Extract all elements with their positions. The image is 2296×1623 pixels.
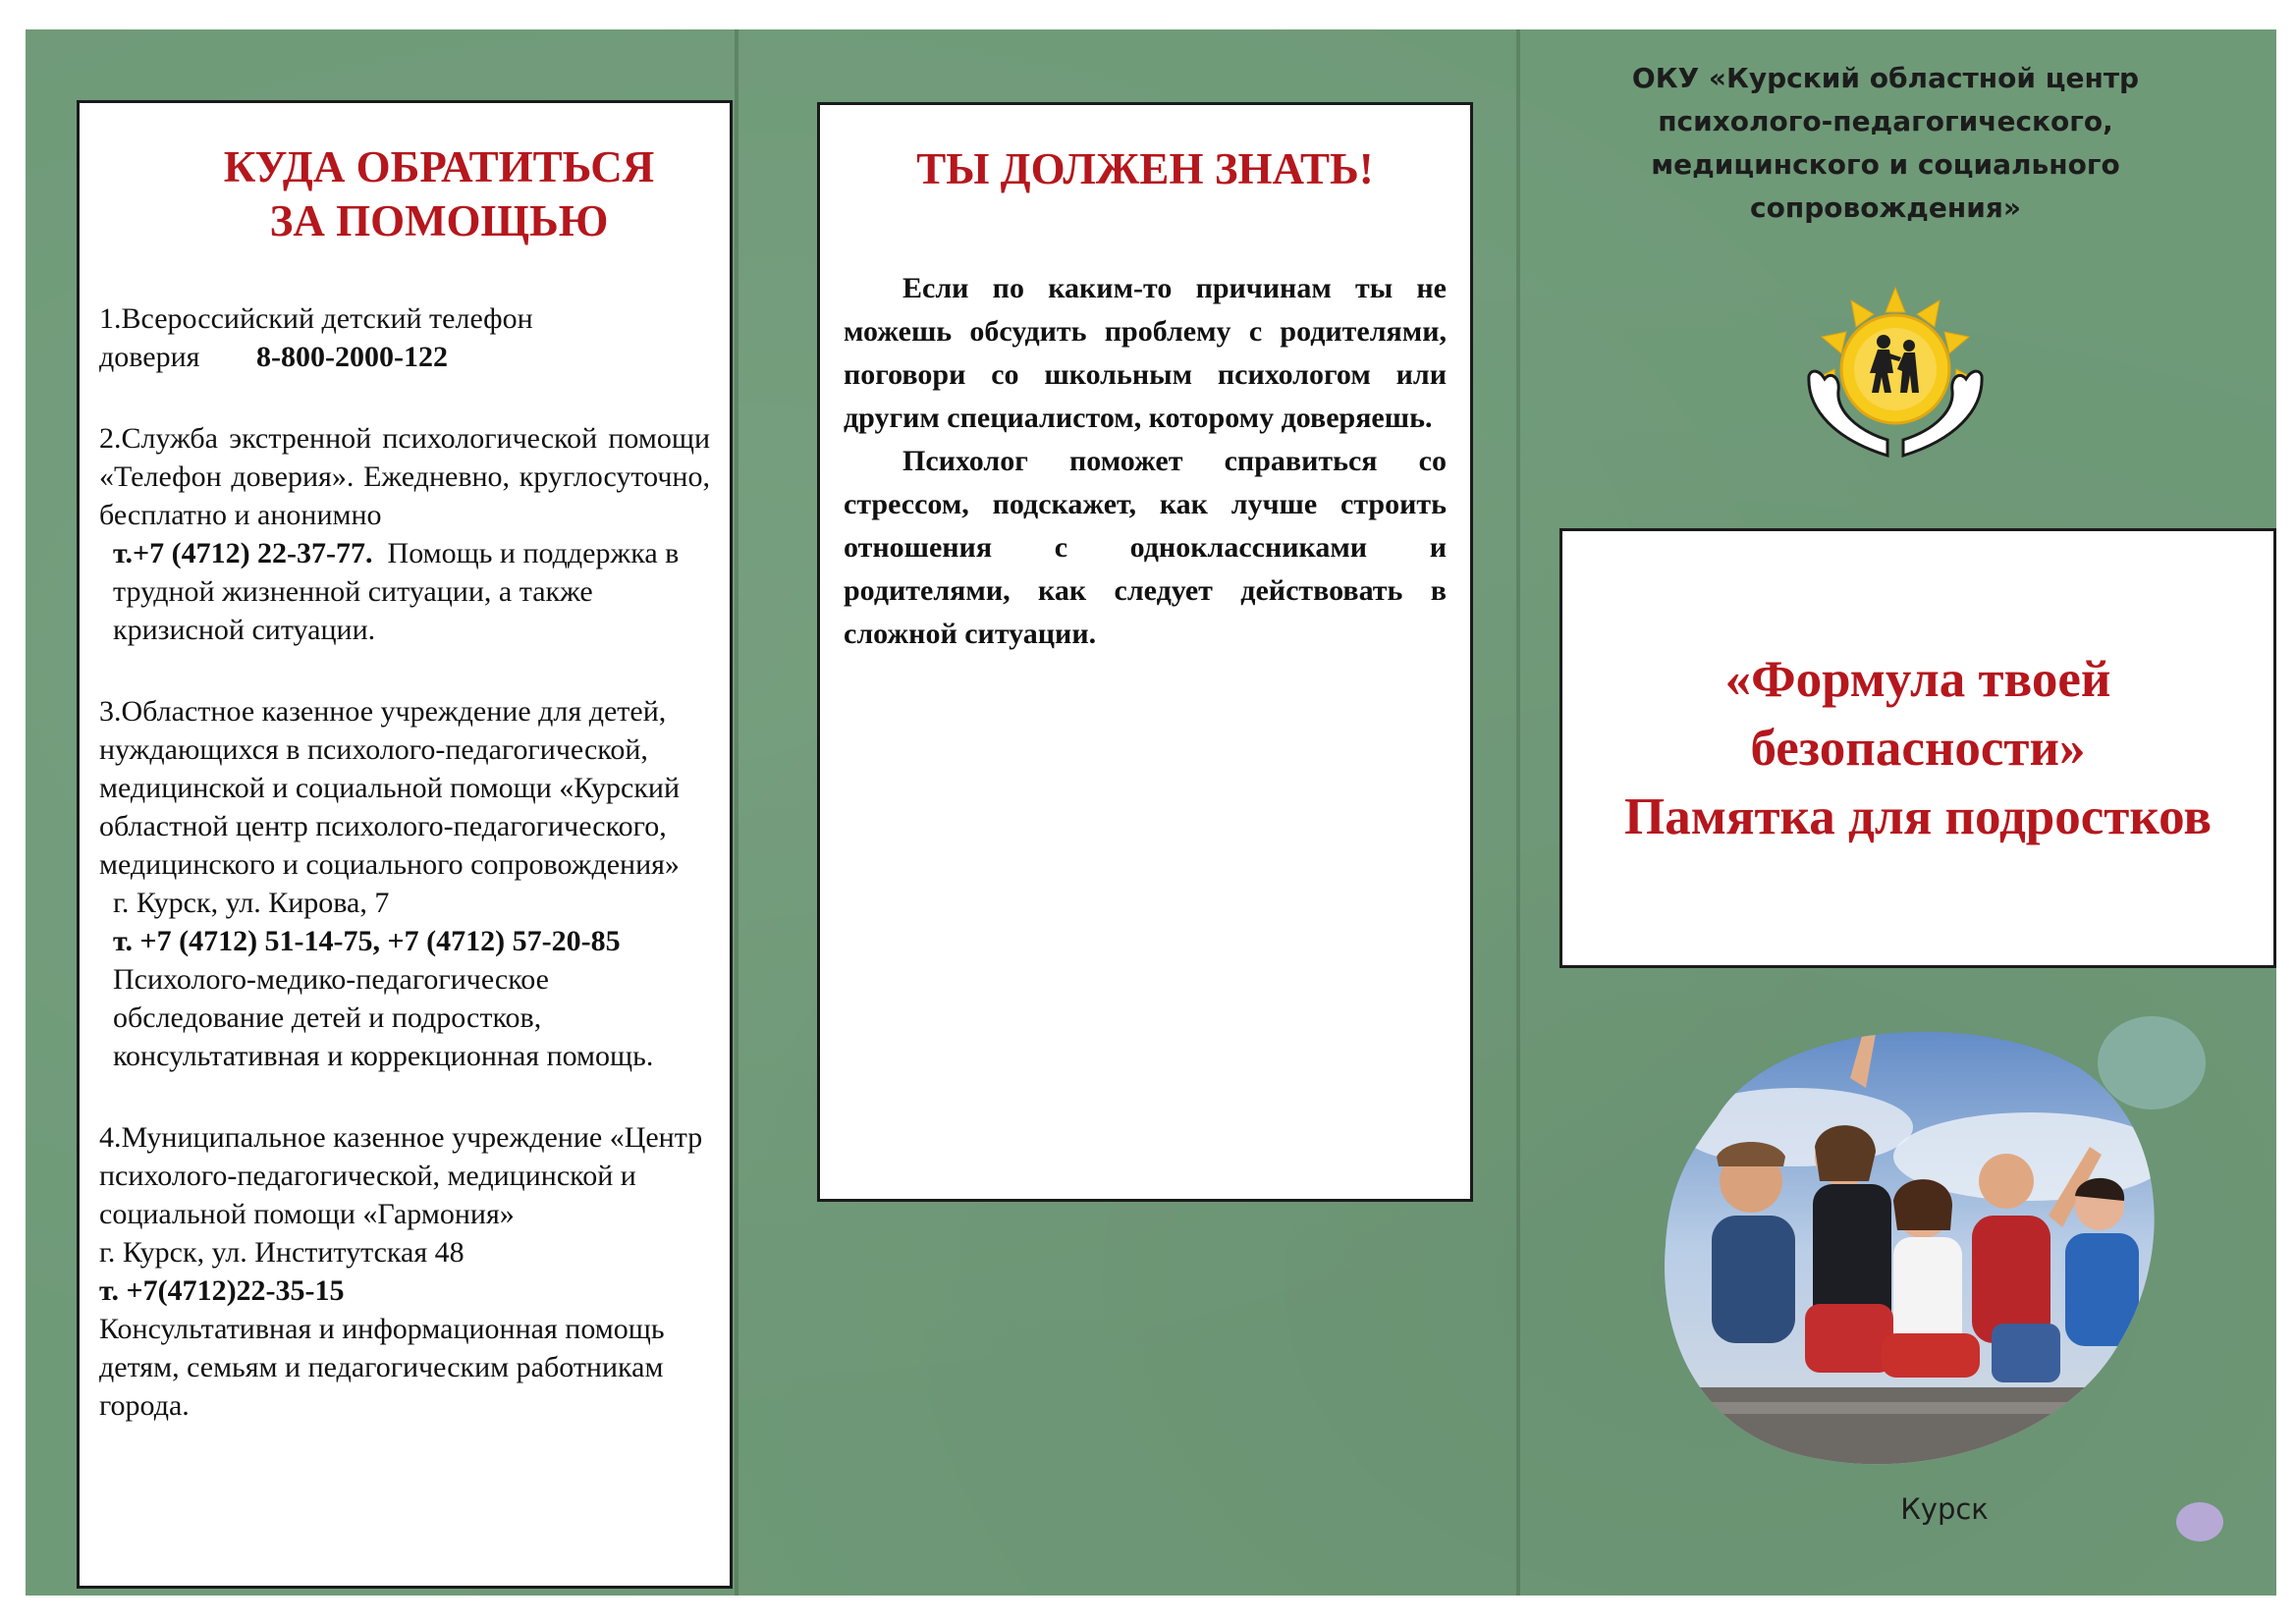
teenagers-group-photo: [1658, 1009, 2168, 1486]
brochure-title-line2: безопасности»: [1750, 720, 2086, 777]
help-title: [168, 140, 710, 248]
contact-item-2: [99, 419, 710, 649]
help-title-line1: КУДА ОБРАТИТЬСЯ: [223, 142, 655, 191]
help-title-line2: ЗА ПОМОЩЬЮ: [269, 195, 609, 245]
org-line-4: сопровождения»: [1750, 191, 2021, 224]
must-know-panel: [817, 102, 1473, 1202]
help-contacts-panel: [77, 100, 733, 1589]
contact-item-4: [99, 1118, 710, 1425]
contact-1-phone-number: 8-800-2000-122: [256, 340, 448, 373]
org-line-1: ОКУ «Курский областной центр: [1631, 62, 2140, 94]
organization-name: [1571, 57, 2200, 230]
org-line-3: медицинского и социального: [1651, 148, 2120, 181]
must-know-title: ТЫ ДОЛЖЕН ЗНАТЬ!: [916, 144, 1374, 193]
must-know-paragraph-1: Если по каким-то причинам ты не можешь обсудить проблему с родителями, поговори со школьным психологом или другим специалистом, которому доверяешь.: [844, 271, 1447, 434]
contact-2-description: 2.Служба экстренной психологической помощи «Телефон доверия». Ежедневно, круглосуточно, бесплатно и анонимно: [99, 421, 710, 531]
contact-4-address: г. Курск, ул. Институтская 48: [99, 1235, 465, 1269]
contact-3-note: Психолого-медико-педагогическое обследование детей и подростков, консультативная и коррекционная помощь.: [113, 962, 654, 1072]
help-contacts-list: [99, 299, 710, 1425]
brochure-title-line1: «Формула твоей: [1724, 651, 2111, 708]
fold-line-left: [735, 29, 738, 1596]
contact-2-phone-and-note: [99, 534, 710, 649]
contact-2-phone-number: т.+7 (4712) 22-37-77.: [113, 536, 373, 569]
brochure-subtitle: Памятка для подростков: [1624, 788, 2212, 845]
city-label: Курск: [1900, 1492, 1989, 1526]
contact-item-3: [99, 692, 710, 1075]
must-know-paragraph-2: Психолог поможет справиться со стрессом, подскажет, как лучше строить отношения с одноклассниками и родителями, как следует действовать в сложной ситуации.: [844, 444, 1447, 650]
contact-4-phone: т. +7(4712)22-35-15: [99, 1273, 345, 1307]
must-know-text: [844, 267, 1447, 656]
brochure-title-box: [1559, 528, 2276, 968]
decorative-dot: [2176, 1502, 2223, 1542]
fold-line-right: [1516, 29, 1520, 1596]
sun-hands-children-logo-icon: [1797, 283, 1994, 469]
contact-2-note: Помощь и поддержка в трудной жизненной ситуации, а также кризисной ситуации.: [113, 536, 680, 646]
contact-3-description: 3.Областное казенное учреждение для детей, нуждающихся в психолого-педагогической, медицинской и социальной помощи «Курский областной центр психолого-педагогического, медицинского и социального сопровождения»: [99, 694, 681, 881]
contact-3-address: г. Курск, ул. Кирова, 7: [113, 886, 390, 919]
contact-4-note: Консультативная и информационная помощь детям, семьям и педагогическим работникам города.: [99, 1312, 665, 1422]
contact-item-1: [99, 299, 710, 376]
contact-4-description: 4.Муниципальное казенное учреждение «Центр психолого-педагогической, медицинской и социальной помощи «Гармония»: [99, 1120, 703, 1230]
contact-1-description: 1.Всероссийский детский телефон доверия: [99, 301, 533, 373]
org-line-2: психолого-педагогического,: [1658, 105, 2113, 137]
contact-3-phones: т. +7 (4712) 51-14-75, +7 (4712) 57-20-85: [113, 924, 621, 957]
